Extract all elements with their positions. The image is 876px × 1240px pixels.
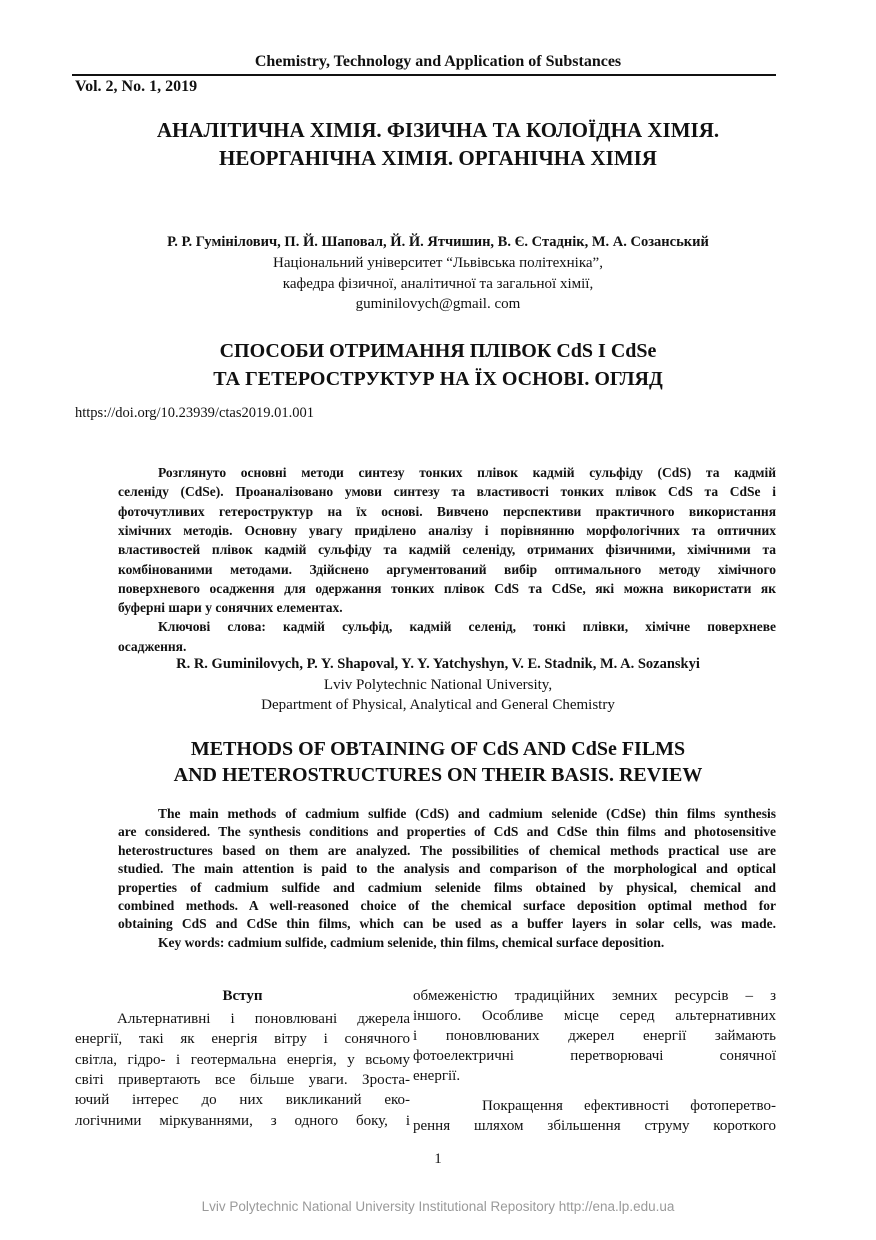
body-text-line: Покращення ефективності фотоперетво- (482, 1098, 776, 1114)
ua-abstract-line: комбінованими методами. Здійснено аргументований вибір оптимального методу хімічного (118, 561, 776, 577)
ua-abstract-line: Ключові слова: кадмій сульфід, кадмій селенід, тонкі плівки, хімічне поверхневе (158, 619, 776, 635)
ua-abstract-line: фоточутливих гетероструктур на їх основі. Вивчено перспективи практичного використання (118, 503, 776, 519)
body-text-line: світла, гідро- і геотермальна енергія, у всьому (75, 1051, 410, 1068)
en-abstract-line: are considered. The synthesis conditions and properties of CdS and CdSe thin films and photosensitive (118, 824, 776, 840)
volume-info: Vol. 2, No. 1, 2019 (75, 78, 198, 95)
ua-abstract-line: осадження. (118, 638, 187, 654)
en-title-line-1: METHODS OF OBTAINING OF CdS AND CdSe FILMS (190, 738, 686, 760)
body-text-line: ючий інтерес до них викликаний еко- (75, 1092, 410, 1109)
en-affiliation-1: Lviv Polytechnic National University, (323, 677, 553, 693)
en-abstract-line: obtaining CdS and CdSe thin films, which can be used as a buffer layers in solar cells, was made. (118, 916, 776, 932)
section-title-line-1: АНАЛІТИЧНА ХІМІЯ. ФІЗИЧНА ТА КОЛОЇДНА ХІМІЯ. (156, 118, 720, 142)
en-abstract-line: studied. The main attention is paid to the analysis and comparison of the morphological and optical (118, 861, 776, 877)
ua-abstract-line: хімічних методів. Основну увагу приділено аналізу і порівнянню морфологічних та оптичних (118, 522, 776, 538)
en-abstract-line: Key words: cadmium sulfide, cadmium selenide, thin films, chemical surface deposition. (158, 934, 665, 950)
repository-footer: Lviv Polytechnic National University Institutional Repository http://ena.lp.edu.ua (201, 1199, 675, 1214)
en-title-line-2: AND HETEROSTRUCTURES ON THEIR BASIS. REVIEW (173, 764, 703, 786)
en-abstract-line: The main methods of cadmium sulfide (CdS) and cadmium selenide (CdSe) thin films synthesis (158, 806, 776, 821)
page-number: 1 (434, 1151, 442, 1167)
ua-abstract-line: поверхневого осадження для одержання тонких плівок CdS та CdSe, які можна використати як (118, 580, 776, 596)
journal-header: Chemistry, Technology and Application of Substances (254, 53, 622, 70)
ua-abstract-line: буферні шари у сонячних елементах. (118, 600, 343, 616)
body-text-line: світі привертають все більше уваги. Зроста- (75, 1071, 410, 1088)
en-abstract-line: heterostructures based on them are analyzed. The possibilities of chemical methods practical use are (118, 842, 776, 858)
body-text-line: енергії, такі як енергія вітру і сонячного (75, 1031, 410, 1048)
ua-abstract-line: селеніду (CdSe). Проаналізовано умови синтезу та властивості тонких плівок CdS та CdSe і (118, 484, 776, 500)
body-text-line: фотоелектричні перетворювачі сонячної (413, 1048, 776, 1064)
body-text-line: іншого. Особливе місце серед альтернативних (413, 1008, 776, 1024)
body-text-line: логічними міркуваннями, з одного боку, і (75, 1112, 410, 1129)
ua-affiliation-1: Національний університет “Львівська політехніка”, (273, 255, 603, 271)
en-authors: R. R. Guminilovych, P. Y. Shapoval, Y. Y. Yatchyshyn, V. E. Stadnik, M. A. Sozanskyi (176, 656, 700, 672)
ua-title-line-2: ТА ГЕТЕРОСТРУКТУР НА ЇХ ОСНОВІ. ОГЛЯД (213, 368, 663, 390)
en-affiliation-2: Department of Physical, Analytical and General Chemistry (261, 697, 615, 713)
doi-link[interactable]: https://doi.org/10.23939/ctas2019.01.001 (75, 405, 314, 421)
en-abstract-line: properties of cadmium sulfide and cadmium selenide films obtained by physical, chemical and (118, 879, 776, 895)
ua-abstract-line: Розглянуто основні методи синтезу тонких плівок кадмій сульфіду (CdS) та кадмій (158, 465, 776, 480)
section-title-line-2: НЕОРГАНІЧНА ХІМІЯ. ОРГАНІЧНА ХІМІЯ (219, 146, 657, 170)
body-text-line: рення шляхом збільшення струму короткого (413, 1118, 776, 1134)
body-text-line: енергії. (413, 1068, 461, 1084)
intro-heading: Вступ (222, 988, 263, 1004)
en-abstract-line: combined methods. A well-reasoned choice of the chemical surface deposition optimal method for (118, 898, 776, 913)
body-text-line: і поновлюваних джерел енергії займають (413, 1028, 776, 1044)
ua-email: guminilovych@gmail. com (355, 296, 521, 312)
body-text-line: обмеженістю традиційних земних ресурсів – з (413, 988, 776, 1004)
header-rule (72, 74, 776, 76)
body-text-line: Альтернативні і поновлювані джерела (117, 1011, 410, 1027)
ua-title-line-1: СПОСОБИ ОТРИМАННЯ ПЛІВОК CdS I CdSe (219, 340, 657, 362)
ua-affiliation-2: кафедра фізичної, аналітичної та загальної хімії, (282, 276, 594, 292)
ua-authors: Р. Р. Гумінілович, П. Й. Шаповал, Й. Й. Ятчишин, В. Є. Стаднік, М. А. Созанський (167, 234, 709, 250)
ua-abstract-line: властивостей плівок кадмій сульфіду та кадмій селеніду, отриманих фізичними, хімічними та (118, 542, 776, 558)
